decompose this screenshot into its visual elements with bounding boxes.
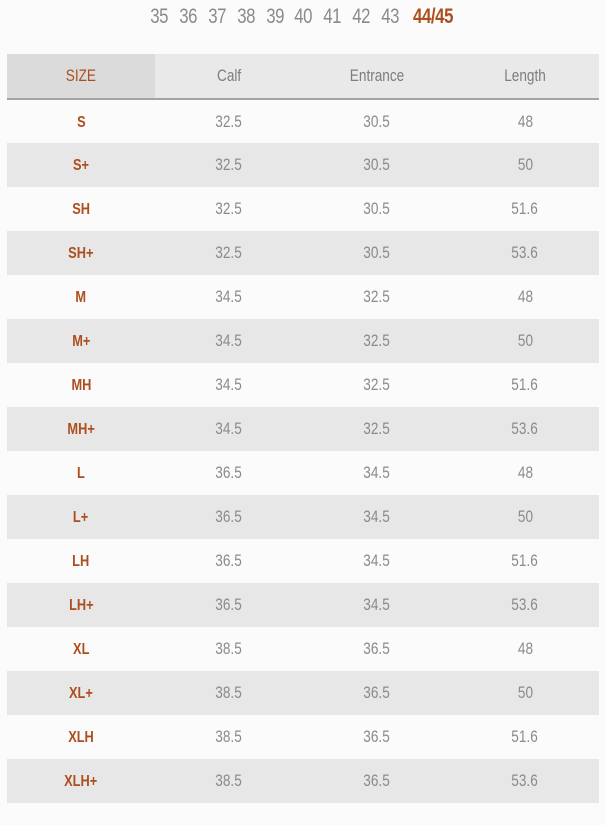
calf-value: 38.5 xyxy=(215,727,243,746)
calf-value: 36.5 xyxy=(215,463,243,482)
entrance-cell xyxy=(303,143,451,187)
calf-value: 38.5 xyxy=(215,639,243,658)
size-cell xyxy=(7,187,155,231)
calf-cell xyxy=(155,231,303,275)
size-option[interactable]: 43 xyxy=(381,5,399,28)
entrance-value: 36.5 xyxy=(363,771,391,790)
size-label: XL+ xyxy=(69,685,93,702)
calf-cell xyxy=(155,759,303,803)
calf-cell xyxy=(155,451,303,495)
size-option[interactable]: 40 xyxy=(294,5,313,28)
length-cell xyxy=(451,627,599,671)
entrance-cell xyxy=(303,99,451,143)
calf-value: 32.5 xyxy=(215,199,243,218)
entrance-cell xyxy=(303,627,451,671)
size-label: S+ xyxy=(72,157,89,174)
entrance-cell xyxy=(303,451,451,495)
calf-value: 36.5 xyxy=(215,507,243,526)
length-value: 53.6 xyxy=(511,771,539,790)
calf-cell xyxy=(155,539,303,583)
length-value: 50 xyxy=(517,507,533,526)
entrance-cell xyxy=(303,319,451,363)
length-cell xyxy=(451,583,599,627)
size-cell xyxy=(7,363,155,407)
entrance-cell xyxy=(303,495,451,539)
calf-cell xyxy=(155,495,303,539)
entrance-value: 36.5 xyxy=(363,683,391,702)
table-row xyxy=(7,583,599,627)
entrance-value: 34.5 xyxy=(363,463,391,482)
calf-value: 38.5 xyxy=(215,771,243,790)
length-cell xyxy=(451,319,599,363)
size-label: M+ xyxy=(71,333,91,350)
table-row xyxy=(7,363,599,407)
calf-value: 34.5 xyxy=(215,331,243,350)
length-cell xyxy=(451,539,599,583)
length-value: 48 xyxy=(517,463,533,482)
length-cell xyxy=(451,451,599,495)
size-cell xyxy=(7,407,155,451)
entrance-cell xyxy=(303,407,451,451)
calf-cell xyxy=(155,407,303,451)
calf-cell xyxy=(155,99,303,143)
table-row xyxy=(7,715,599,759)
size-label: L+ xyxy=(73,509,89,526)
length-value: 50 xyxy=(517,331,533,350)
table-row xyxy=(7,759,599,803)
length-cell xyxy=(451,715,599,759)
calf-value: 32.5 xyxy=(215,243,243,262)
calf-value: 38.5 xyxy=(215,683,243,702)
column-header-size xyxy=(7,54,155,99)
size-option[interactable]: 36 xyxy=(179,5,198,28)
length-value: 53.6 xyxy=(511,595,539,614)
column-header-calf xyxy=(155,54,303,99)
length-cell xyxy=(451,231,599,275)
entrance-value: 32.5 xyxy=(363,375,391,394)
size-label: XL xyxy=(72,641,90,658)
size-label: LH xyxy=(72,553,90,570)
size-chart-table xyxy=(7,54,599,803)
size-label: XLH xyxy=(68,729,94,746)
entrance-value: 34.5 xyxy=(363,595,391,614)
column-header-size-label: SIZE xyxy=(65,66,97,85)
size-cell xyxy=(7,539,155,583)
calf-cell xyxy=(155,143,303,187)
length-cell xyxy=(451,143,599,187)
size-label: L xyxy=(77,465,85,482)
size-cell xyxy=(7,715,155,759)
size-cell xyxy=(7,231,155,275)
length-cell xyxy=(451,407,599,451)
entrance-value: 34.5 xyxy=(363,507,391,526)
table-row xyxy=(7,495,599,539)
calf-value: 36.5 xyxy=(215,595,243,614)
size-cell xyxy=(7,319,155,363)
table-row xyxy=(7,99,599,143)
size-label: MH xyxy=(71,377,91,394)
length-cell xyxy=(451,187,599,231)
calf-cell xyxy=(155,363,303,407)
entrance-value: 30.5 xyxy=(363,199,391,218)
size-option[interactable]: 41 xyxy=(323,5,342,28)
entrance-value: 30.5 xyxy=(363,111,391,131)
table-row xyxy=(7,143,599,187)
entrance-cell xyxy=(303,363,451,407)
column-header-entrance-label: Entrance xyxy=(349,66,405,85)
length-value: 48 xyxy=(517,111,533,131)
calf-cell xyxy=(155,671,303,715)
size-label: MH+ xyxy=(67,421,95,438)
table-row xyxy=(7,319,599,363)
calf-cell xyxy=(155,715,303,759)
column-header-length-label: Length xyxy=(504,66,546,85)
size-chart-body xyxy=(7,99,599,803)
size-label: SH xyxy=(72,201,90,218)
calf-value: 34.5 xyxy=(215,375,243,394)
table-row xyxy=(7,671,599,715)
entrance-cell xyxy=(303,715,451,759)
size-selector xyxy=(0,0,606,29)
length-cell xyxy=(451,671,599,715)
entrance-cell xyxy=(303,275,451,319)
size-cell xyxy=(7,99,155,143)
size-label: XLH+ xyxy=(64,773,98,790)
header-row xyxy=(7,54,599,99)
table-row xyxy=(7,231,599,275)
size-cell xyxy=(7,143,155,187)
entrance-cell xyxy=(303,539,451,583)
entrance-cell xyxy=(303,187,451,231)
table-row xyxy=(7,627,599,671)
size-cell xyxy=(7,495,155,539)
calf-value: 32.5 xyxy=(215,111,243,131)
size-cell xyxy=(7,451,155,495)
size-option[interactable]: 42 xyxy=(352,5,371,28)
size-label: LH+ xyxy=(68,597,94,614)
entrance-value: 34.5 xyxy=(363,551,391,570)
size-label: M xyxy=(75,289,87,306)
size-label: SH+ xyxy=(68,245,94,262)
table-row xyxy=(7,451,599,495)
entrance-value: 32.5 xyxy=(363,419,391,438)
length-cell xyxy=(451,275,599,319)
size-option[interactable]: 44/45 xyxy=(412,5,453,28)
entrance-value: 30.5 xyxy=(363,155,391,174)
length-cell xyxy=(451,99,599,143)
length-value: 51.6 xyxy=(511,375,539,394)
size-cell xyxy=(7,671,155,715)
entrance-value: 36.5 xyxy=(363,727,391,746)
table-row xyxy=(7,539,599,583)
table-row xyxy=(7,187,599,231)
column-header-length xyxy=(451,54,599,99)
size-cell xyxy=(7,583,155,627)
length-cell xyxy=(451,759,599,803)
length-cell xyxy=(451,363,599,407)
column-header-calf-label: Calf xyxy=(216,66,242,85)
entrance-cell xyxy=(303,583,451,627)
entrance-cell xyxy=(303,231,451,275)
calf-cell xyxy=(155,627,303,671)
calf-cell xyxy=(155,275,303,319)
entrance-value: 32.5 xyxy=(363,331,391,350)
length-value: 50 xyxy=(517,155,533,174)
calf-cell xyxy=(155,583,303,627)
length-value: 51.6 xyxy=(511,199,539,218)
calf-value: 36.5 xyxy=(215,551,243,570)
length-value: 51.6 xyxy=(511,551,539,570)
calf-value: 32.5 xyxy=(215,155,243,174)
entrance-value: 30.5 xyxy=(363,243,391,262)
entrance-value: 32.5 xyxy=(363,287,391,306)
calf-cell xyxy=(155,319,303,363)
size-option[interactable]: 37 xyxy=(208,5,227,28)
size-cell xyxy=(7,275,155,319)
length-value: 53.6 xyxy=(511,243,539,262)
size-cell xyxy=(7,759,155,803)
entrance-cell xyxy=(303,759,451,803)
length-value: 50 xyxy=(517,683,533,702)
table-row xyxy=(7,407,599,451)
length-value: 48 xyxy=(517,639,533,658)
calf-value: 34.5 xyxy=(215,419,243,438)
entrance-value: 36.5 xyxy=(363,639,391,658)
size-option[interactable]: 39 xyxy=(265,5,284,28)
length-cell xyxy=(451,495,599,539)
length-value: 48 xyxy=(517,287,533,306)
table-row xyxy=(7,275,599,319)
length-value: 51.6 xyxy=(511,727,539,746)
size-cell xyxy=(7,627,155,671)
calf-cell xyxy=(155,187,303,231)
entrance-cell xyxy=(303,671,451,715)
size-label: S xyxy=(76,113,86,131)
calf-value: 34.5 xyxy=(215,287,243,306)
column-header-entrance xyxy=(303,54,451,99)
size-option[interactable]: 38 xyxy=(236,5,255,28)
length-value: 53.6 xyxy=(511,419,539,438)
size-option[interactable]: 35 xyxy=(150,5,169,28)
size-chart-header xyxy=(7,54,599,99)
